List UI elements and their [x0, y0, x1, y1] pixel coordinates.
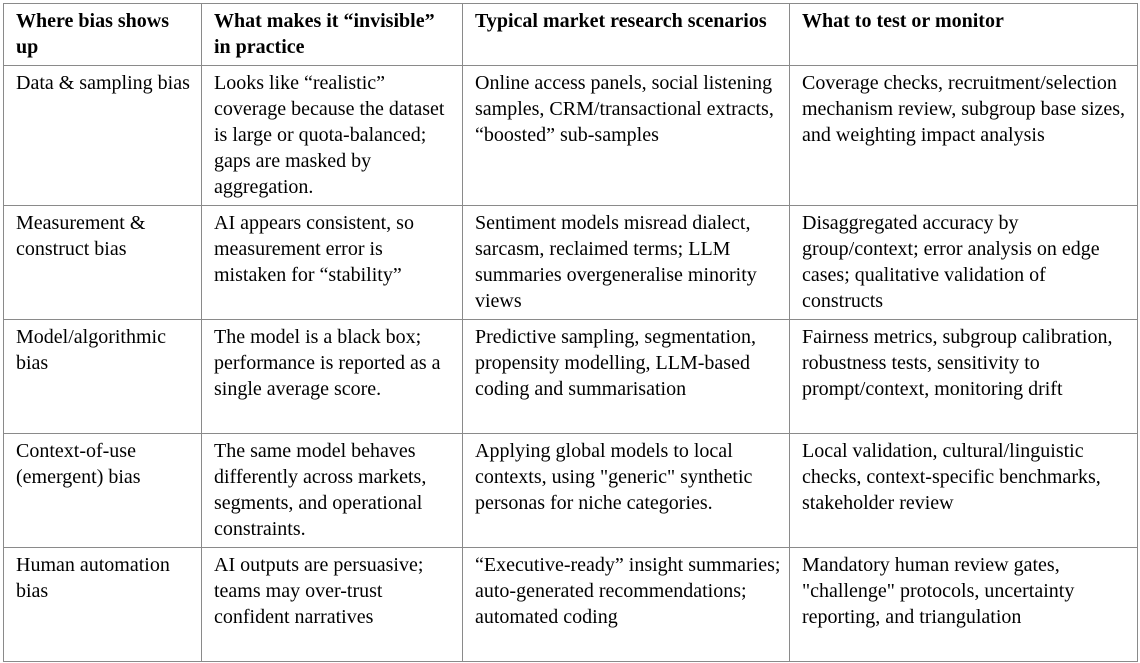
cell-bias-type: Human automation bias [4, 548, 202, 662]
cell-tests: Mandatory human review gates, "challenge" protocols, uncertainty reporting, and triangulation [790, 548, 1138, 662]
cell-bias-type: Data & sampling bias [4, 66, 202, 206]
table-row [4, 66, 1138, 206]
header-what-makes-it-invisible: What makes it “invisible” in practice [202, 4, 463, 66]
cell-bias-type: Model/algorithmic bias [4, 320, 202, 434]
cell-scenarios: “Executive-ready” insight summaries; auto-generated recommendations; automated coding [463, 548, 790, 662]
cell-tests: Coverage checks, recruitment/selection mechanism review, subgroup base sizes, and weighting impact analysis [790, 66, 1138, 206]
cell-bias-type: Context-of-use (emergent) bias [4, 434, 202, 548]
cell-bias-type: Measurement & construct bias [4, 206, 202, 320]
cell-invisibility: The model is a black box; performance is reported as a single average score. [202, 320, 463, 434]
cell-scenarios: Applying global models to local contexts, using "generic" synthetic personas for niche categories. [463, 434, 790, 548]
cell-scenarios: Online access panels, social listening samples, CRM/transactional extracts, “boosted” sub-samples [463, 66, 790, 206]
cell-invisibility: AI appears consistent, so measurement error is mistaken for “stability” [202, 206, 463, 320]
table-row [4, 548, 1138, 662]
bias-table [3, 3, 1138, 662]
header-where-bias-shows-up: Where bias shows up [4, 4, 202, 66]
cell-tests: Fairness metrics, subgroup calibration, robustness tests, sensitivity to prompt/context, monitoring drift [790, 320, 1138, 434]
table-row [4, 320, 1138, 434]
table-row [4, 434, 1138, 548]
header-what-to-test: What to test or monitor [790, 4, 1138, 66]
cell-scenarios: Sentiment models misread dialect, sarcasm, reclaimed terms; LLM summaries overgeneralise minority views [463, 206, 790, 320]
cell-invisibility: AI outputs are persuasive; teams may over-trust confident narratives [202, 548, 463, 662]
cell-invisibility: Looks like “realistic” coverage because the dataset is large or quota-balanced; gaps are masked by aggregation. [202, 66, 463, 206]
cell-tests: Local validation, cultural/linguistic checks, context-specific benchmarks, stakeholder review [790, 434, 1138, 548]
cell-scenarios: Predictive sampling, segmentation, propensity modelling, LLM-based coding and summarisation [463, 320, 790, 434]
header-typical-scenarios: Typical market research scenarios [463, 4, 790, 66]
cell-tests: Disaggregated accuracy by group/context; error analysis on edge cases; qualitative validation of constructs [790, 206, 1138, 320]
cell-invisibility: The same model behaves differently across markets, segments, and operational constraints. [202, 434, 463, 548]
table-header-row [4, 4, 1138, 66]
table-row [4, 206, 1138, 320]
